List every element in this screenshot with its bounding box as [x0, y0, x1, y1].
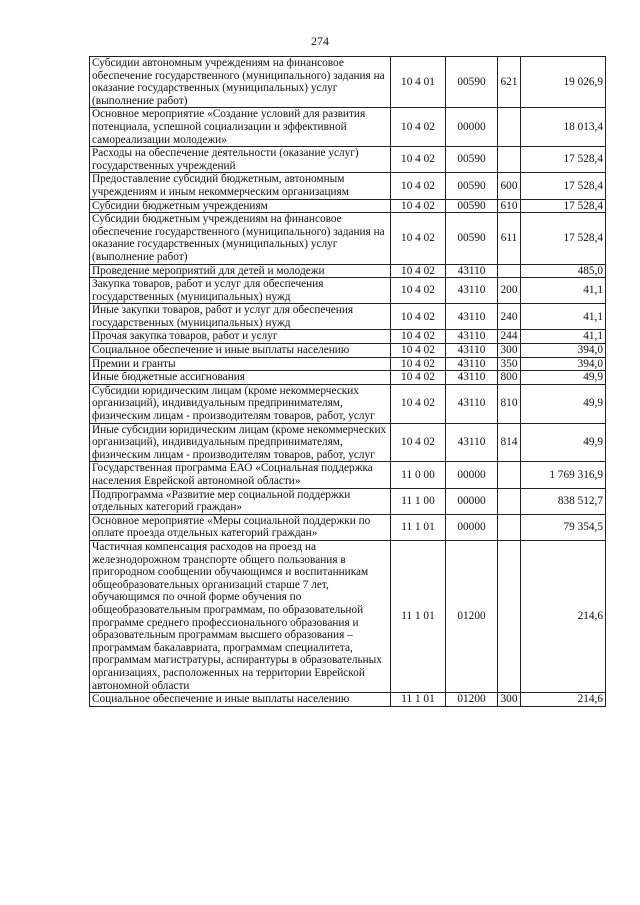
row-amount-cell: 41,1: [521, 330, 606, 344]
row-target-cell: 00590: [446, 213, 498, 264]
row-vr-cell: 610: [498, 199, 521, 213]
table-row: [90, 423, 606, 462]
row-code-cell: 10 4 02: [391, 213, 446, 264]
table-row: [90, 213, 606, 264]
row-vr-cell: [498, 488, 521, 514]
row-name-cell: Социальное обеспечение и иные выплаты населению: [90, 344, 391, 358]
row-name-cell: Социальное обеспечение и иные выплаты населению: [90, 693, 391, 707]
table-row: [90, 278, 606, 304]
row-vr-cell: 244: [498, 330, 521, 344]
row-code-cell: 10 4 02: [391, 173, 446, 199]
row-amount-cell: 214,6: [521, 540, 606, 692]
row-vr-cell: 600: [498, 173, 521, 199]
row-amount-cell: 19 026,9: [521, 57, 606, 108]
row-name-cell: Субсидии бюджетным учреждениям: [90, 199, 391, 213]
row-name-cell: Субсидии юридическим лицам (кроме некоммерческих организаций), индивидуальным предпринимателям, физическим лицам - производителям товаров, работ, услуг: [90, 384, 391, 423]
budget-table-body: [90, 57, 606, 707]
table-row: [90, 514, 606, 540]
row-amount-cell: 17 528,4: [521, 213, 606, 264]
row-code-cell: 10 4 02: [391, 199, 446, 213]
row-vr-cell: 350: [498, 357, 521, 371]
row-amount-cell: 49,9: [521, 384, 606, 423]
table-row: [90, 384, 606, 423]
row-vr-cell: 240: [498, 304, 521, 330]
row-target-cell: 43110: [446, 344, 498, 358]
table-row: [90, 357, 606, 371]
row-target-cell: 43110: [446, 371, 498, 385]
row-amount-cell: 485,0: [521, 264, 606, 278]
row-amount-cell: 17 528,4: [521, 147, 606, 173]
row-name-cell: Прочая закупка товаров, работ и услуг: [90, 330, 391, 344]
page-number: 274: [311, 34, 329, 48]
row-amount-cell: 17 528,4: [521, 199, 606, 213]
table-row: [90, 147, 606, 173]
row-code-cell: 10 4 02: [391, 384, 446, 423]
row-code-cell: 10 4 02: [391, 330, 446, 344]
row-code-cell: 11 1 01: [391, 693, 446, 707]
table-row: [90, 264, 606, 278]
row-vr-cell: 300: [498, 693, 521, 707]
row-name-cell: Подпрограмма «Развитие мер социальной поддержки отдельных категорий граждан»: [90, 488, 391, 514]
table-row: [90, 488, 606, 514]
table-row: [90, 693, 606, 707]
row-vr-cell: 810: [498, 384, 521, 423]
row-vr-cell: [498, 147, 521, 173]
row-code-cell: 10 4 02: [391, 278, 446, 304]
row-code-cell: 10 4 02: [391, 423, 446, 462]
row-target-cell: 00590: [446, 199, 498, 213]
row-name-cell: Основное мероприятие «Создание условий для развития потенциала, успешной социализации и эффективной самореализации молодежи»: [90, 108, 391, 147]
row-vr-cell: 814: [498, 423, 521, 462]
row-target-cell: 43110: [446, 384, 498, 423]
row-name-cell: Предоставление субсидий бюджетным, автономным учреждениям и иным некоммерческим организациям: [90, 173, 391, 199]
row-code-cell: 11 0 00: [391, 462, 446, 488]
row-vr-cell: 621: [498, 57, 521, 108]
row-amount-cell: 394,0: [521, 357, 606, 371]
row-name-cell: Премии и гранты: [90, 357, 391, 371]
row-code-cell: 10 4 02: [391, 147, 446, 173]
row-code-cell: 10 4 02: [391, 108, 446, 147]
table-row: [90, 173, 606, 199]
row-target-cell: 43110: [446, 330, 498, 344]
table-row: [90, 199, 606, 213]
row-code-cell: 10 4 02: [391, 304, 446, 330]
row-name-cell: Субсидии бюджетным учреждениям на финансовое обеспечение государственного (муниципального) задания на оказание государственных (муниципальных) услуг (выполнение работ): [90, 213, 391, 264]
row-amount-cell: 17 528,4: [521, 173, 606, 199]
row-amount-cell: 41,1: [521, 278, 606, 304]
row-name-cell: Иные бюджетные ассигнования: [90, 371, 391, 385]
table-row: [90, 344, 606, 358]
row-target-cell: 00590: [446, 57, 498, 108]
row-vr-cell: 800: [498, 371, 521, 385]
row-name-cell: Проведение мероприятий для детей и молодежи: [90, 264, 391, 278]
row-name-cell: Расходы на обеспечение деятельности (оказание услуг) государственных учреждений: [90, 147, 391, 173]
row-name-cell: Иные субсидии юридическим лицам (кроме некоммерческих организаций), индивидуальным предпринимателям, физическим лицам - производителям товаров, работ, услуг: [90, 423, 391, 462]
row-name-cell: Иные закупки товаров, работ и услуг для обеспечения государственных (муниципальных) нужд: [90, 304, 391, 330]
budget-table: [89, 56, 606, 707]
row-amount-cell: 41,1: [521, 304, 606, 330]
row-vr-cell: 300: [498, 344, 521, 358]
row-amount-cell: 838 512,7: [521, 488, 606, 514]
row-target-cell: 00000: [446, 462, 498, 488]
row-amount-cell: 1 769 316,9: [521, 462, 606, 488]
row-vr-cell: [498, 462, 521, 488]
row-target-cell: 00590: [446, 147, 498, 173]
table-row: [90, 462, 606, 488]
row-target-cell: 43110: [446, 304, 498, 330]
row-target-cell: 43110: [446, 357, 498, 371]
row-amount-cell: 79 354,5: [521, 514, 606, 540]
row-target-cell: 00000: [446, 488, 498, 514]
table-row: [90, 540, 606, 692]
row-amount-cell: 49,9: [521, 371, 606, 385]
row-code-cell: 10 4 01: [391, 57, 446, 108]
row-target-cell: 00000: [446, 514, 498, 540]
row-name-cell: Закупка товаров, работ и услуг для обеспечения государственных (муниципальных) нужд: [90, 278, 391, 304]
row-code-cell: 10 4 02: [391, 344, 446, 358]
row-name-cell: Государственная программа ЕАО «Социальная поддержка населения Еврейской автономной области»: [90, 462, 391, 488]
row-code-cell: 10 4 02: [391, 357, 446, 371]
row-code-cell: 10 4 02: [391, 371, 446, 385]
row-target-cell: 01200: [446, 540, 498, 692]
row-amount-cell: 18 013,4: [521, 108, 606, 147]
table-row: [90, 108, 606, 147]
row-target-cell: 00000: [446, 108, 498, 147]
table-row: [90, 57, 606, 108]
row-vr-cell: [498, 540, 521, 692]
table-row: [90, 330, 606, 344]
row-target-cell: 43110: [446, 264, 498, 278]
row-vr-cell: [498, 108, 521, 147]
row-vr-cell: 200: [498, 278, 521, 304]
row-amount-cell: 49,9: [521, 423, 606, 462]
row-target-cell: 43110: [446, 423, 498, 462]
row-name-cell: Субсидии автономным учреждениям на финансовое обеспечение государственного (муниципального) задания на оказание государственных (муниципальных) услуг (выполнение работ): [90, 57, 391, 108]
row-amount-cell: 394,0: [521, 344, 606, 358]
row-vr-cell: [498, 514, 521, 540]
row-code-cell: 11 1 00: [391, 488, 446, 514]
row-vr-cell: [498, 264, 521, 278]
row-name-cell: Частичная компенсация расходов на проезд на железнодорожном транспорте общего пользования в пригородном сообщении обучающимся и воспитанникам общеобразовательных организаций старше 7 лет, обучающимся по очной форме обучения по общеобразовательным программам, по образовательной программе среднего профессионального образования и образовательным программам высшего образования – программам бакалавриата, программам специалитета, программам магистратуры, аспирантуры в образовательных организациях, расположенных на территории Еврейской автономной области: [90, 540, 391, 692]
row-target-cell: 00590: [446, 173, 498, 199]
row-target-cell: 01200: [446, 693, 498, 707]
row-amount-cell: 214,6: [521, 693, 606, 707]
row-code-cell: 11 1 01: [391, 540, 446, 692]
table-row: [90, 371, 606, 385]
row-vr-cell: 611: [498, 213, 521, 264]
table-row: [90, 304, 606, 330]
row-code-cell: 10 4 02: [391, 264, 446, 278]
row-code-cell: 11 1 01: [391, 514, 446, 540]
row-name-cell: Основное мероприятие «Меры социальной поддержки по оплате проезда отдельных категорий граждан»: [90, 514, 391, 540]
row-target-cell: 43110: [446, 278, 498, 304]
